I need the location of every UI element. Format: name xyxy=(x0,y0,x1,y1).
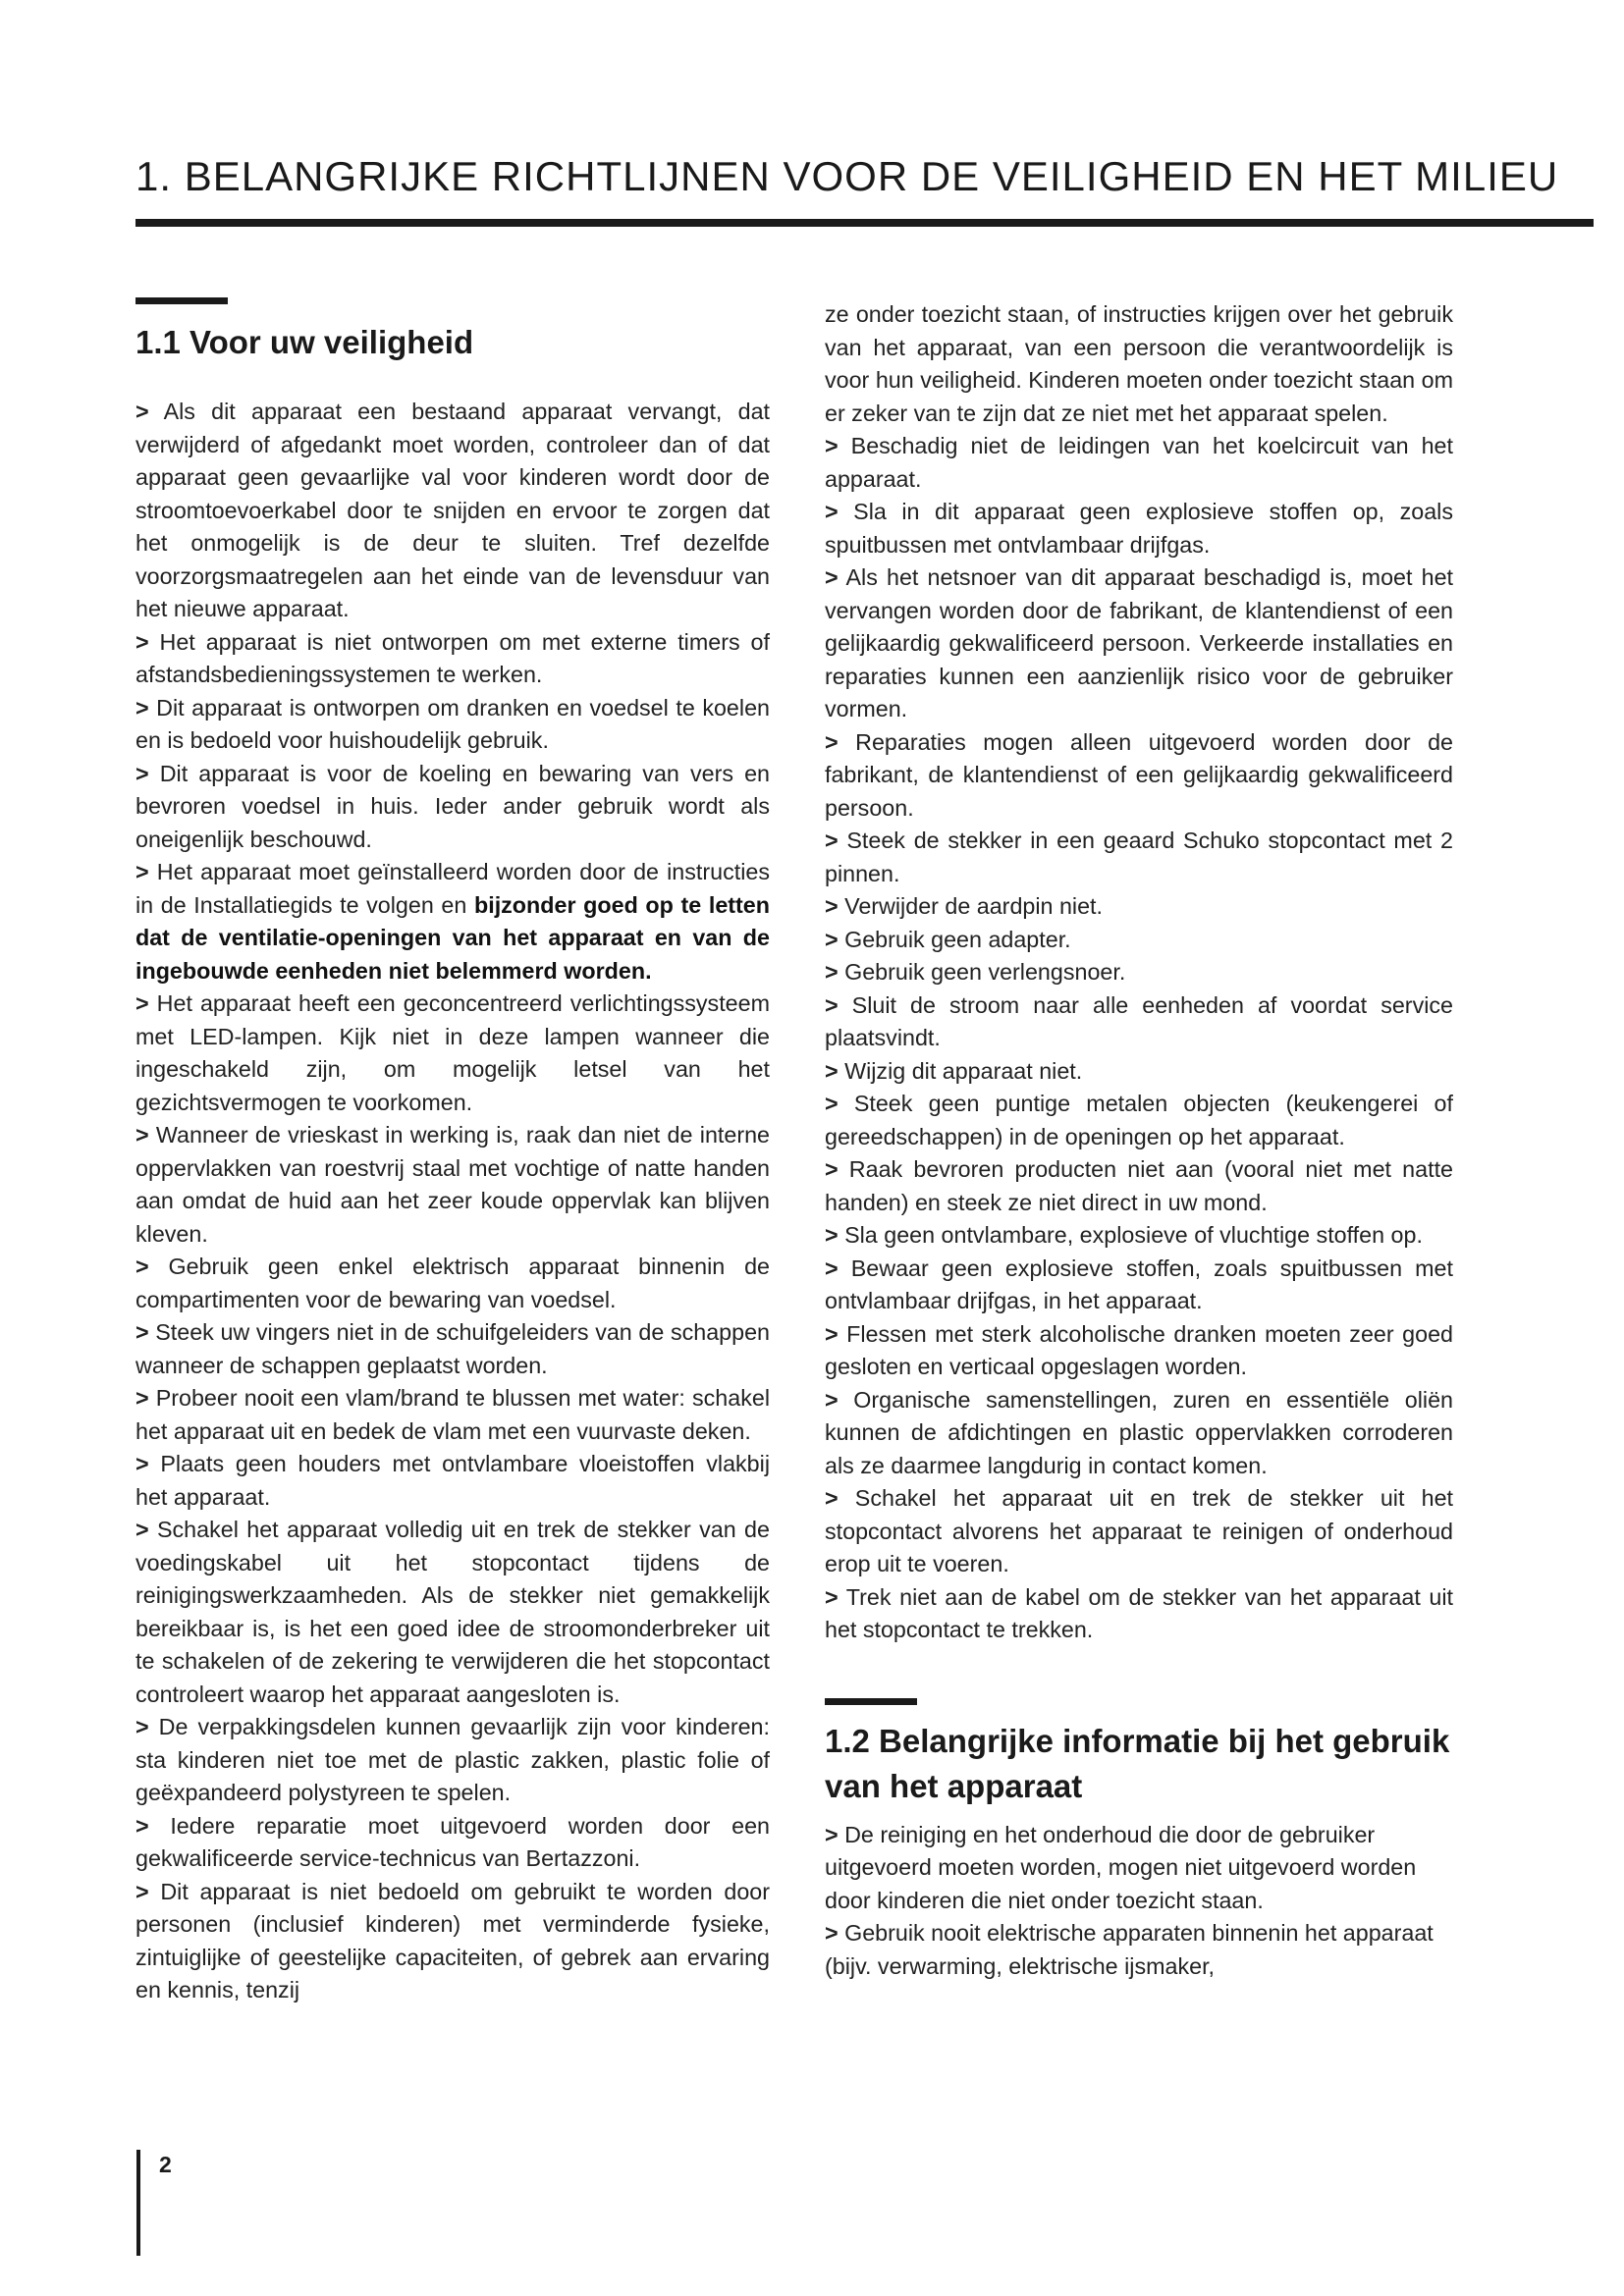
bullet-marker: > xyxy=(135,1714,149,1739)
list-item xyxy=(135,856,770,988)
list-item xyxy=(825,1088,1453,1153)
bullet-marker: > xyxy=(825,1386,839,1413)
section-bar xyxy=(135,297,228,304)
list-item xyxy=(825,1917,1453,1983)
bullet-marker: > xyxy=(825,1255,839,1281)
list-item-text: Sla in dit apparaat geen explosieve stoffen op, zoals spuitbussen met ontvlambaar drijfgas. xyxy=(825,499,1453,558)
list-item xyxy=(825,430,1453,496)
list-item xyxy=(825,924,1453,957)
list-item-text: Raak bevroren producten niet aan (vooral niet met natte handen) en steek ze niet direct in uw mond. xyxy=(825,1156,1453,1215)
list-item xyxy=(825,1482,1453,1581)
bullet-marker: > xyxy=(135,1122,149,1148)
list-item xyxy=(135,1316,770,1382)
bullet-marker: > xyxy=(135,1812,149,1839)
bullet-marker: > xyxy=(825,564,839,590)
list-item xyxy=(135,1711,770,1810)
bullet-marker: > xyxy=(825,926,839,952)
continuation-text: ze onder toezicht staan, of instructies krijgen over het gebruik van het apparaat, van een persoon die verantwoordelijk is voor hun veiligheid. Kinderen moeten onder toezicht staan om er zeker van te zijn dat ze niet met het apparaat spelen. xyxy=(825,301,1453,426)
bullet-marker: > xyxy=(135,1517,149,1542)
bullet-marker: > xyxy=(825,1320,839,1347)
list-item-text: Dit apparaat is niet bedoeld om gebruikt te worden door personen (inclusief kinderen) met verminderde fysieke, zintuiglijke of geestelijke capaciteiten, of gebrek aan ervaring en kennis, tenzij xyxy=(135,1878,770,2002)
bullet-marker: > xyxy=(135,694,149,721)
list-item-text: Flessen met sterk alcoholische dranken moeten zeer goed gesloten en verticaal opgeslagen worden. xyxy=(825,1320,1453,1379)
list-item xyxy=(825,1384,1453,1483)
list-item-text: Wanneer de vrieskast in werking is, raak dan niet de interne oppervlakken van roestvrij staal met vochtige of natte handen aan omdat de huid aan het zeer koude oppervlak kan blijven kleven. xyxy=(135,1122,770,1247)
list-item xyxy=(825,1253,1453,1318)
list-item xyxy=(135,1382,770,1448)
list-item-text: Trek niet aan de kabel om de stekker van het apparaat uit het stopcontact te trekken. xyxy=(825,1583,1453,1642)
list-item xyxy=(135,626,770,692)
list-item xyxy=(135,1810,770,1876)
list-item-text: Het apparaat heeft een geconcentreerd verlichtingssysteem met LED-lampen. Kijk niet in deze lampen wanneer die ingeschakeld zijn, om mogelijk letsel van het gezichtsvermogen te voorkomen. xyxy=(135,990,770,1115)
bullet-marker: > xyxy=(825,1156,839,1182)
page-number-line xyxy=(136,2150,140,2256)
list-item-text: Bewaar geen explosieve stoffen, zoals spuitbussen met ontvlambaar drijfgas, in het apparaat. xyxy=(825,1255,1453,1313)
list-item xyxy=(825,825,1453,890)
list-item-text: Verwijder de aardpin niet. xyxy=(844,893,1103,919)
list-item xyxy=(135,1119,770,1251)
bullet-marker: > xyxy=(825,1821,839,1847)
bullet-marker: > xyxy=(825,991,839,1018)
list-item-text: Wijzig dit apparaat niet. xyxy=(844,1057,1083,1084)
list-item xyxy=(825,890,1453,924)
bullet-marker: > xyxy=(135,859,149,884)
bullet-marker: > xyxy=(825,1222,839,1248)
right-column xyxy=(825,298,1453,1983)
list-item xyxy=(135,988,770,1119)
list-item xyxy=(825,1819,1453,1918)
bullet-marker: > xyxy=(135,1385,149,1411)
list-item-text: Gebruik geen verlengsnoer. xyxy=(844,959,1126,985)
bullet-marker: > xyxy=(135,990,149,1016)
bullet-marker: > xyxy=(135,1878,149,1904)
list-item xyxy=(825,1581,1453,1647)
list-item xyxy=(825,726,1453,826)
list-item xyxy=(825,1318,1453,1384)
bullet-marker: > xyxy=(825,1057,839,1084)
list-item xyxy=(135,1448,770,1514)
list-item-text: Organische samenstellingen, zuren en essentiële oliën kunnen de afdichtingen en plastic oppervlakken corroderen als ze daarmee langdurig in contact komen. xyxy=(825,1386,1453,1478)
list-item xyxy=(825,1055,1453,1089)
list-item-text: Beschadig niet de leidingen van het koelcircuit van het apparaat. xyxy=(825,433,1453,492)
bullet-marker: > xyxy=(135,1319,149,1345)
bullet-marker: > xyxy=(135,1254,149,1279)
list-item xyxy=(825,496,1453,561)
list-item-text: Plaats geen houders met ontvlambare vloeistoffen vlakbij het apparaat. xyxy=(135,1451,770,1510)
list-item-text: Dit apparaat is ontworpen om dranken en voedsel te koelen en is bedoeld voor huishoudelijk gebruik. xyxy=(135,694,770,753)
list-item-text: Sluit de stroom naar alle eenheden af voordat service plaatsvindt. xyxy=(825,991,1453,1050)
list-item-text: Gebruik nooit elektrische apparaten binnenin het apparaat (bijv. verwarming, elektrische ijsmaker, xyxy=(825,1920,1434,1979)
section-gap xyxy=(825,1647,1453,1698)
bold-warning: bijzonder goed op te letten dat de ventilatie-openingen van het apparaat en van de ingebouwde eenheden niet belemmerd worden. xyxy=(135,891,770,984)
list-item xyxy=(825,561,1453,726)
list-item xyxy=(825,1153,1453,1219)
bullet-marker: > xyxy=(825,893,839,919)
bullet-marker: > xyxy=(135,760,149,786)
list-item-text: Het apparaat is niet ontworpen om met externe timers of afstandsbedieningssystemen te werken. xyxy=(135,628,770,687)
list-item-text: Steek uw vingers niet in de schuifgeleiders van de schappen wanneer de schappen geplaatst worden. xyxy=(135,1319,770,1378)
bullet-marker: > xyxy=(135,399,149,424)
bullet-marker: > xyxy=(825,828,839,853)
list-item-text: Steek de stekker in een geaard Schuko stopcontact met 2 pinnen. xyxy=(825,828,1453,886)
bullet-marker: > xyxy=(825,433,839,458)
list-item-text: Gebruik geen adapter. xyxy=(844,926,1071,952)
list-item-text: Als het netsnoer van dit apparaat beschadigd is, moet het vervangen worden door de fabrikant, de klantendienst of een gelijkaardig gekwalificeerd persoon. Verkeerde installaties en reparaties kunnen een aanzienlijk risico voor de gebruiker vormen. xyxy=(825,564,1454,721)
title-rule xyxy=(135,219,1594,227)
list-item xyxy=(825,1219,1453,1253)
list-item xyxy=(135,1514,770,1711)
bullet-marker: > xyxy=(825,1583,839,1610)
list-item xyxy=(825,956,1453,989)
bullet-marker: > xyxy=(135,1451,149,1476)
list-item-text: Steek geen puntige metalen objecten (keukengerei of gereedschappen) in de openingen op het apparaat. xyxy=(825,1091,1453,1149)
list-item-text: De reiniging en het onderhoud die door de gebruiker uitgevoerd moeten worden, mogen niet uitgevoerd worden door kinderen die niet onder toezicht staan. xyxy=(825,1821,1417,1913)
bullet-marker: > xyxy=(825,728,839,755)
list-item-text: Gebruik geen enkel elektrisch apparaat binnenin de compartimenten voor de bewaring van voedsel. xyxy=(135,1254,770,1312)
left-column xyxy=(135,297,770,2007)
list-item xyxy=(825,989,1453,1055)
list-item-text: Als dit apparaat een bestaand apparaat vervangt, dat verwijderd of afgedankt moet worden, controleer dan of dat apparaat geen gevaarlijke val voor kinderen wordt door de stroomtoevoerkabel door te snijden en ervoor te zorgen dat het onmogelijk is de deur te sluiten. Tref dezelfde voorzorgsmaatregelen aan het einde van de levensduur van het nieuwe apparaat. xyxy=(135,399,771,621)
list-item-text: Schakel het apparaat volledig uit en trek de stekker van de voedingskabel uit het stopcontact tijdens de reinigingswerkzaamheden. Als de stekker niet gemakkelijk bereikbaar is, is het een goed idee de stroomonderbreker uit te schakelen of de zekering te verwijderen die het stopcontact controleert waarop het apparaat aangesloten is. xyxy=(135,1517,770,1707)
list-item-text: Schakel het apparaat uit en trek de stekker uit het stopcontact alvorens het apparaat te reinigen of onderhoud erop uit te voeren. xyxy=(825,1485,1453,1576)
list-item-text: Reparaties mogen alleen uitgevoerd worden door de fabrikant, de klantendienst of een gelijkaardig gekwalificeerd persoon. xyxy=(825,728,1453,821)
list-item xyxy=(135,758,770,857)
list-item-text: Sla geen ontvlambare, explosieve of vluchtige stoffen op. xyxy=(844,1222,1423,1248)
bullet-marker: > xyxy=(825,959,839,985)
page-title: 1. BELANGRIJKE RICHTLIJNEN VOOR DE VEILIGHEID EN HET MILIEU xyxy=(135,153,1559,199)
list-item xyxy=(135,692,770,758)
list-item-text: Het apparaat moet geïnstalleerd worden door de instructies in de Installatiegids te volgen en xyxy=(135,859,770,918)
list-item xyxy=(135,1251,770,1316)
section-title: 1.1 Voor uw veiligheid xyxy=(135,324,474,360)
section-title: 1.2 Belangrijke informatie bij het gebruik van het apparaat xyxy=(825,1722,1450,1804)
bullet-marker: > xyxy=(825,1485,839,1511)
list-item-text: Probeer nooit een vlam/brand te blussen met water: schakel het apparaat uit en bedek de vlam met een vuurvaste deken. xyxy=(135,1385,770,1444)
bullet-marker: > xyxy=(825,499,839,524)
list-item-text: Dit apparaat is voor de koeling en bewaring van vers en bevroren voedsel in huis. Ieder ander gebruik wordt als oneigenlijk beschouwd. xyxy=(135,760,770,852)
bullet-marker: > xyxy=(825,1091,839,1116)
list-item-text: De verpakkingsdelen kunnen gevaarlijk zijn voor kinderen: sta kinderen niet toe met de plastic zakken, plastic folie of geëxpandeerd polystyreen te spelen. xyxy=(135,1714,770,1805)
list-item xyxy=(135,1876,770,2007)
bullet-marker: > xyxy=(135,628,149,655)
list-item xyxy=(135,396,770,626)
page-number: 2 xyxy=(159,2152,172,2177)
list-item-text: Iedere reparatie moet uitgevoerd worden door een gekwalificeerde service-technicus van Bertazzoni. xyxy=(135,1812,770,1871)
section-bar xyxy=(825,1698,917,1705)
bullet-marker: > xyxy=(825,1920,839,1946)
